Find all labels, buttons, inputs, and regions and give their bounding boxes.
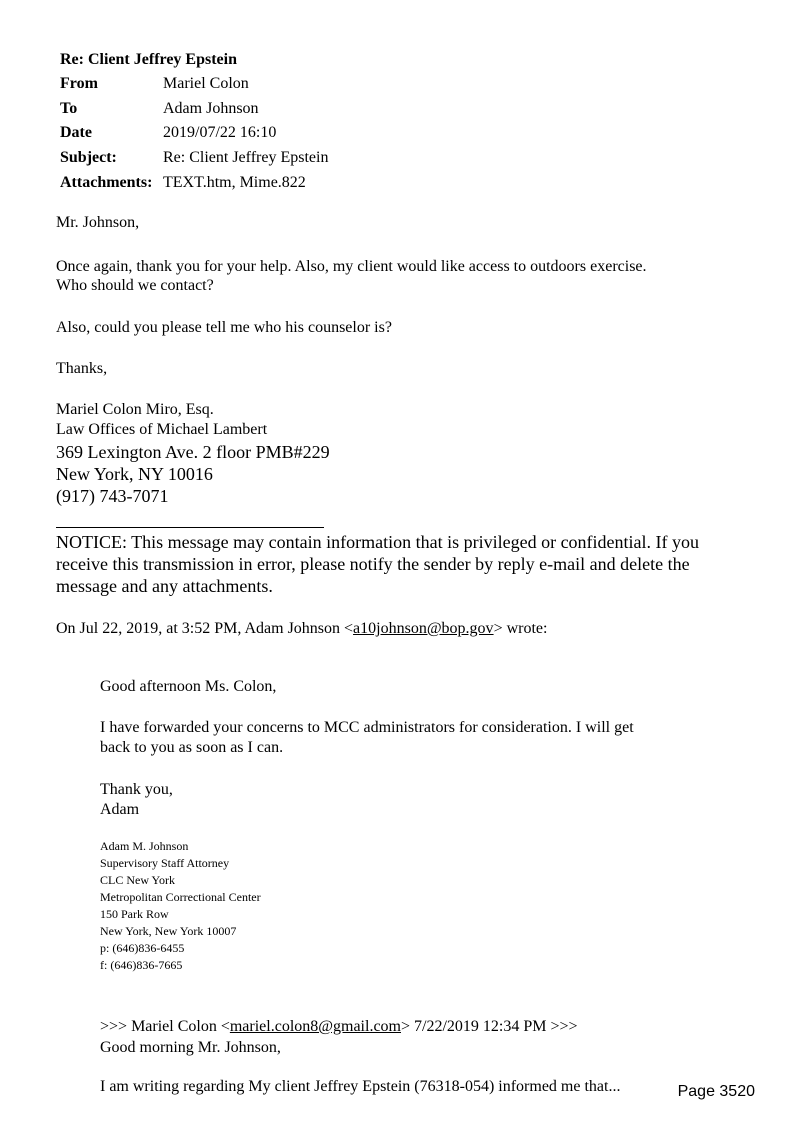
- reply-line-2: back to you as soon as I can.: [100, 739, 284, 756]
- attribution-suffix: > wrote:: [493, 620, 548, 637]
- quoted-email-link[interactable]: mariel.colon8@gmail.com: [229, 1018, 401, 1035]
- header-fields: [60, 72, 328, 195]
- quoted-suffix: > 7/22/2019 12:34 PM >>>: [401, 1018, 578, 1035]
- body-paragraph-1: Once again, thank you for your help. Also, my client would like access to outdoors exercise.: [56, 258, 647, 275]
- date-value: 2019/07/22 16:10: [163, 124, 277, 142]
- signature-name: Mariel Colon Miro, Esq.: [56, 401, 214, 418]
- confidentiality-notice: NOTICE: This message may contain information that is privileged or confidential. If you receive this transmission in error, please notify the sender by reply e-mail and delete the message and any attachments.: [56, 532, 700, 596]
- reply-closing-1: Thank you,: [100, 781, 173, 798]
- date-label: Date: [60, 124, 92, 142]
- email-header: [60, 50, 328, 195]
- reply-attribution: [56, 619, 547, 639]
- signature-firm: Law Offices of Michael Lambert: [56, 421, 268, 438]
- signature-phone: (917) 743-7071: [56, 486, 169, 506]
- header-row-attachments: [60, 170, 328, 195]
- attribution-prefix: On Jul 22, 2019, at 3:52 PM, Adam Johnson <: [56, 620, 354, 637]
- header-row-from: [60, 72, 328, 97]
- reply-signature-line: New York, New York 10007: [100, 924, 237, 938]
- attribution-email-link[interactable]: a10johnson@bop.gov: [353, 620, 494, 637]
- reply-signature-line: f: (646)836-7665: [100, 958, 183, 972]
- reply-closing-2: Adam: [100, 801, 140, 818]
- body-paragraph-1b: Who should we contact?: [56, 277, 214, 294]
- page-number: Page 3520: [677, 1083, 755, 1100]
- body-closing: Thanks,: [56, 360, 108, 377]
- reply-signature-line: CLC New York: [100, 873, 176, 887]
- body-greeting: Mr. Johnson,: [56, 214, 140, 231]
- reply-signature-line: Metropolitan Correctional Center: [100, 890, 261, 904]
- email-title: Re: Client Jeffrey Epstein: [60, 51, 237, 68]
- header-row-subject: [60, 146, 328, 171]
- from-value: Mariel Colon: [163, 75, 249, 93]
- reply-signature-line: p: (646)836-6455: [100, 941, 185, 955]
- header-row-to: [60, 97, 328, 122]
- reply-line-1: I have forwarded your concerns to MCC administrators for consideration. I will get: [100, 719, 634, 736]
- subject-value: Re: Client Jeffrey Epstein: [163, 149, 329, 167]
- quoted-greeting: Good morning Mr. Johnson,: [100, 1039, 281, 1056]
- body-paragraph-2: Also, could you please tell me who his counselor is?: [56, 319, 392, 336]
- attachments-label: Attachments:: [60, 173, 153, 191]
- reply-signature-line: 150 Park Row: [100, 907, 169, 921]
- from-label: From: [60, 75, 98, 93]
- subject-label: Subject:: [60, 149, 117, 167]
- attachments-value: TEXT.htm, Mime.822: [163, 173, 306, 191]
- notice-divider: [56, 527, 324, 528]
- reply-signature-block: [100, 838, 261, 974]
- quoted-attribution: [100, 1017, 578, 1037]
- to-label: To: [60, 99, 78, 117]
- reply-greeting: Good afternoon Ms. Colon,: [100, 678, 277, 695]
- quoted-cutoff-line: I am writing regarding My client Jeffrey Epstein (76318-054) informed me that...: [100, 1078, 621, 1095]
- quoted-prefix: >>> Mariel Colon <: [100, 1018, 230, 1035]
- signature-address-1: 369 Lexington Ave. 2 floor PMB#229: [56, 442, 330, 462]
- reply-signature-line: Adam M. Johnson: [100, 839, 189, 853]
- signature-address-2: New York, NY 10016: [56, 464, 213, 484]
- reply-signature-line: Supervisory Staff Attorney: [100, 856, 230, 870]
- to-value: Adam Johnson: [163, 99, 259, 117]
- header-row-date: [60, 121, 328, 146]
